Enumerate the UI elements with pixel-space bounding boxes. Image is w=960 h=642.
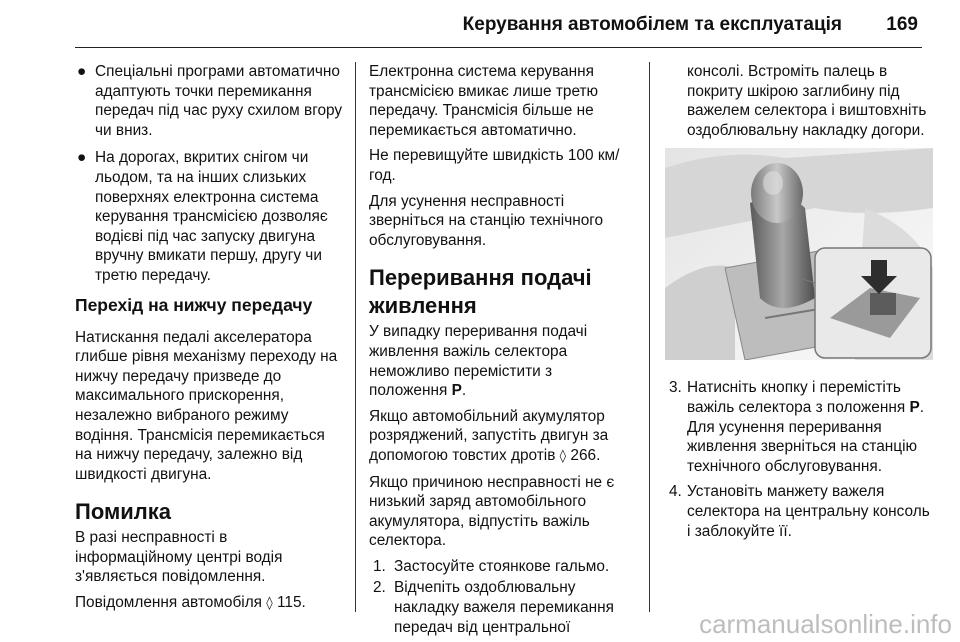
step-number: 3. [669,379,682,397]
power-paragraph-3: Якщо причиною несправності не є низький заряд автомобільного акумулятора, відпустіть важіль селектора. [369,473,615,550]
position-p-label: P [451,382,462,400]
step-item [369,557,634,577]
jump-start-page-link[interactable]: 266. [570,446,601,464]
service-paragraph: Для усунення несправності зверніться на станцію технічного обслуговування. [369,192,604,249]
power-text: У випадку переривання подачі живлення важіль селектора неможливо перемістити з положення [369,323,588,400]
watermark: carmanualsonline.info [699,609,952,639]
gear-selector-drawing [665,148,933,360]
reference-arrow-icon: ◊ [559,448,567,464]
gear-selector-illustration [665,148,933,360]
column-middle [369,62,634,639]
reference-arrow-icon: ◊ [266,596,273,612]
column-divider [649,62,650,612]
step-item [369,578,634,637]
step-text: Відчепіть оздоблювальну накладку важеля перемикання передач від центральної [394,579,615,636]
bullet-dot: ● [77,149,87,167]
step-number: 2. [373,579,386,597]
step-number: 1. [373,557,386,575]
step-text-cont: . Для усунення переривання живлення зверніться на станцію технічного обслуговування. [687,398,925,475]
kickdown-paragraph: Натискання педалі акселератора глибше рівня механізму переходу на нижчу передачу призведе до максимального прискорення, незалежно вибраного режиму водіння. Трансмісія перемикається на нижчу передачу, залежно від швидкості двигуна. [75,328,338,483]
step-text: Натисніть кнопку і перемістіть важіль селектора з положення [687,379,906,416]
fault-paragraph: В разі несправності в інформаційному центрі водія з'являється повідомлення. [75,529,283,586]
messages-page-link[interactable]: 115. [277,594,306,612]
header-rule [75,47,922,48]
column-right [665,62,935,547]
step-continuation: консолі. Встроміть палець в покриту шкірою заглибину під важелем селектора і виштовхніть оздоблювальну накладку догори. [687,63,927,139]
step-text: Застосуйте стоянкове гальмо. [394,557,610,575]
step-number: 4. [669,483,682,501]
kickdown-heading: Перехід на нижчу передачу [75,294,313,315]
section-title: Керування автомобілем та експлуатація [462,14,842,35]
bullet-dot: ● [77,63,87,80]
column-divider [355,62,356,612]
bullet-text: Спеціальні програми автоматично адаптують точки перемикання передач під час руху схилом вгору чи вниз. [95,63,343,139]
messages-paragraph [75,593,343,614]
step-text: Установіть манжету важеля селектора на центральну консоль і заблокуйте її. [687,483,930,540]
power-paragraph-1 [369,322,634,400]
power-interruption-heading: Переривання подачі живлення [369,265,592,319]
messages-text: Повідомлення автомобіля [75,594,263,612]
punct: . [461,382,467,400]
bullet-item [75,62,343,140]
page-number: 169 [886,14,918,35]
fault-heading: Помилка [75,499,171,525]
power-paragraph-2 [369,407,634,467]
bullet-item [75,148,343,285]
step-item [665,378,935,476]
position-p-label: P [909,398,920,416]
speed-limit-paragraph: Не перевищуйте швидкість 100 км/год. [369,147,620,184]
page-header [0,0,960,48]
third-gear-paragraph: Електронна система керування трансмісією вмикає лише третю передачу. Трансмісія більше не перемикається автоматично. [369,63,599,139]
bullet-text: На дорогах, вкритих снігом чи льодом, та на інших слизьких поверхнях електронна система керування трансмісією дозволяє водієві під час запуску двигуна вручну вмикати першу, другу чи третю передачу. [95,149,328,284]
column-left [75,62,343,620]
battery-text: Якщо автомобільний акумулятор розряджений, запустіть двигун за допомогою товстих дротів [369,407,609,464]
step-item [665,482,935,541]
